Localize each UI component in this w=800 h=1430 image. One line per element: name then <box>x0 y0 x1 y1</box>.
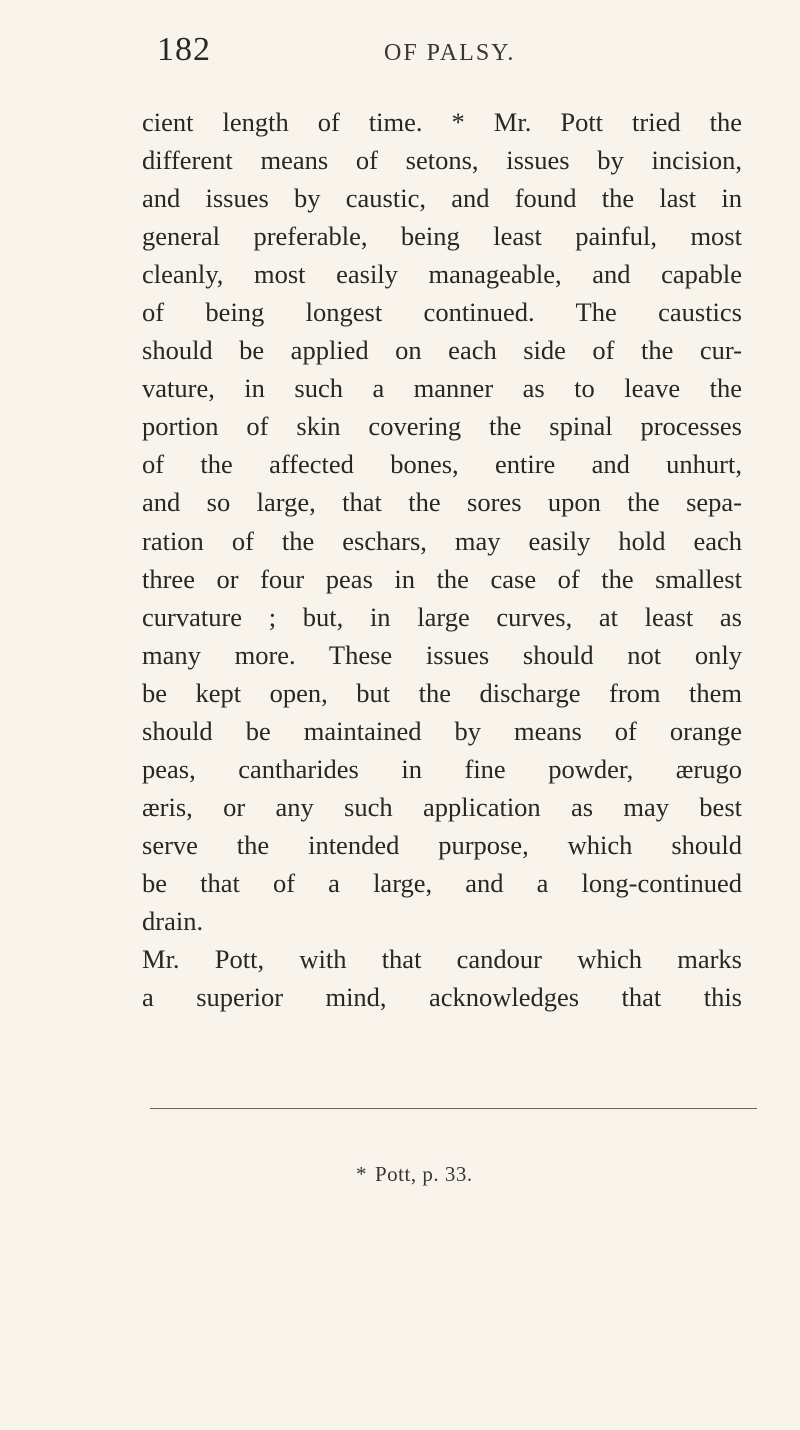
text-line: portion of skin covering the spinal processes <box>142 411 742 442</box>
body-text <box>142 103 742 1016</box>
text-line: vature, in such a manner as to leave the <box>142 373 742 404</box>
footnote-text: Pott, p. 33. <box>375 1162 473 1186</box>
running-title: OF PALSY. <box>384 40 516 66</box>
text-line: different means of setons, issues by incision, <box>142 145 742 176</box>
text-line: and so large, that the sores upon the sepa- <box>142 487 742 518</box>
text-line: curvature ; but, in large curves, at least as <box>142 601 742 632</box>
text-line: be that of a large, and a long-continued <box>142 867 742 898</box>
text-line: a superior mind, acknowledges that this <box>142 982 742 1013</box>
text-line: three or four peas in the case of the smallest <box>142 563 742 594</box>
text-line: æris, or any such application as may best <box>142 791 742 822</box>
text-line: many more. These issues should not only <box>142 639 742 670</box>
footnote-divider <box>150 1108 757 1109</box>
text-line: of being longest continued. The caustics <box>142 297 742 328</box>
text-line: of the affected bones, entire and unhurt, <box>142 449 742 480</box>
text-line: should be applied on each side of the cur- <box>142 335 742 366</box>
footnote <box>356 1161 473 1187</box>
text-line: peas, cantharides in fine powder, ærugo <box>142 753 742 784</box>
text-line: cleanly, most easily manageable, and capable <box>142 259 742 290</box>
text-line: general preferable, being least painful, most <box>142 221 742 252</box>
text-line: drain. <box>142 905 204 936</box>
text-line: ration of the eschars, may easily hold each <box>142 525 742 556</box>
footnote-marker: * <box>356 1162 367 1186</box>
text-line: Mr. Pott, with that candour which marks <box>142 944 742 975</box>
text-line: should be maintained by means of orange <box>142 715 742 746</box>
text-line: serve the intended purpose, which should <box>142 829 742 860</box>
text-line: cient length of time. * Mr. Pott tried the <box>142 107 742 137</box>
text-line: be kept open, but the discharge from them <box>142 677 742 708</box>
page-number: 182 <box>157 31 211 68</box>
text-line: and issues by caustic, and found the last in <box>142 183 742 214</box>
